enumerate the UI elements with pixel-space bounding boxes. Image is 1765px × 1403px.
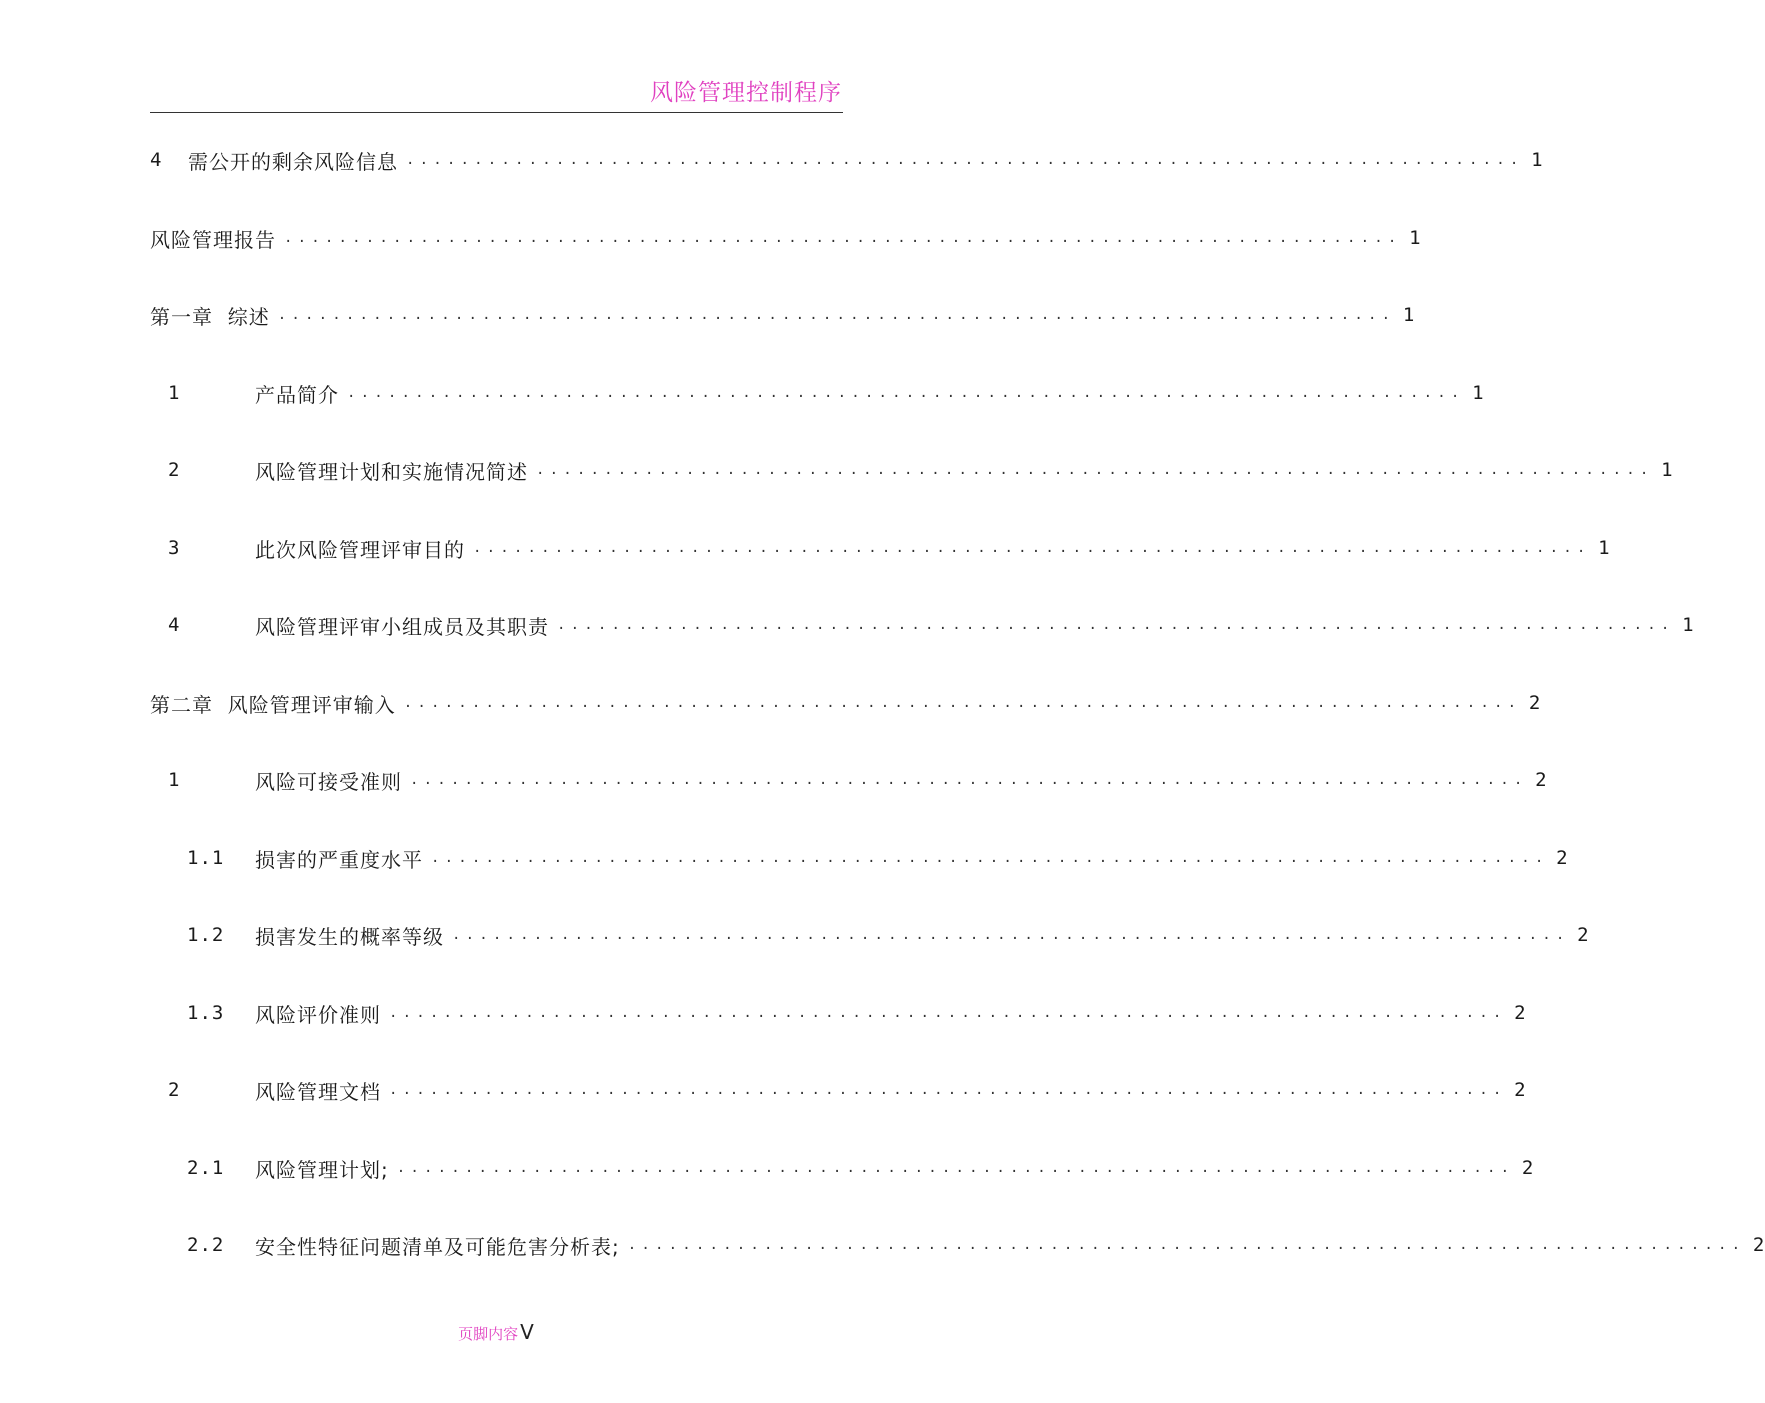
toc-dot-leader: ..................................................................................	[536, 462, 1654, 478]
toc-entry[interactable]	[150, 140, 1544, 180]
toc-dot-leader: ..................................................................................	[557, 617, 1675, 633]
toc-entry-page: 2	[1577, 924, 1590, 946]
toc-entry-page: 1	[1598, 537, 1611, 559]
toc-entry[interactable]	[150, 605, 1695, 645]
toc-entry-number: 2	[168, 459, 181, 481]
toc-entry-page: 1	[1402, 304, 1416, 326]
header-divider	[150, 112, 843, 113]
toc-entry-number: 1	[168, 382, 181, 404]
toc-entry-number: 4	[150, 149, 163, 171]
toc-entry-title: 风险管理文档	[255, 1079, 381, 1104]
toc-entry-page: 1	[1682, 614, 1695, 636]
toc-entry-number: 1	[168, 769, 181, 791]
toc-entry-title: 需公开的剩余风险信息	[188, 149, 398, 174]
toc-entry[interactable]	[150, 760, 1548, 800]
toc-entry-number: 1.1	[187, 847, 225, 869]
toc-entry-page: 1	[1472, 382, 1485, 404]
toc-entry-number: 3	[168, 537, 181, 559]
toc-entry-page: 2	[1521, 1157, 1535, 1179]
toc-entry-title: 风险管理计划和实施情况简述	[255, 459, 528, 484]
toc-entry-title: 风险管理计划;	[255, 1157, 389, 1182]
footer-page-number: V	[520, 1320, 534, 1344]
toc-dot-leader: ..................................................................................	[473, 540, 1591, 556]
toc-dot-leader: ..................................................................................	[347, 385, 1465, 401]
toc-entry-number: 2	[168, 1079, 181, 1101]
toc-entry[interactable]	[150, 373, 1485, 413]
toc-entry[interactable]	[150, 450, 1674, 490]
toc-dot-leader: ..................................................................................	[396, 1160, 1515, 1176]
footer-label: 页脚内容	[458, 1325, 519, 1343]
toc-dot-leader: ..................................................................................	[277, 307, 1396, 323]
toc-entry[interactable]	[150, 295, 1416, 335]
toc-entry-page: 2	[1752, 1234, 1765, 1256]
toc-entry[interactable]	[150, 915, 1590, 955]
toc-entry-page: 2	[1514, 1002, 1527, 1024]
toc-entry-page: 1	[1661, 459, 1674, 481]
toc-entry-title: 产品简介	[255, 382, 339, 407]
toc-entry-title: 第二章 风险管理评审输入	[150, 692, 396, 717]
toc-entry-number: 4	[168, 614, 181, 636]
toc-entry-title: 此次风险管理评审目的	[255, 537, 465, 562]
toc-entry-page: 2	[1556, 847, 1569, 869]
toc-entry[interactable]	[150, 683, 1542, 723]
toc-entry-page: 2	[1528, 692, 1542, 714]
toc-dot-leader: ..................................................................................	[406, 152, 1524, 168]
toc-entry-title: 风险管理报告	[150, 227, 276, 252]
toc-dot-leader: ..................................................................................	[452, 927, 1570, 943]
toc-entry-page: 2	[1514, 1079, 1527, 1101]
toc-entry[interactable]	[150, 528, 1611, 568]
toc-entry-number: 1.3	[187, 1002, 225, 1024]
page-footer	[0, 1320, 992, 1344]
toc-entry-number: 2.2	[187, 1234, 225, 1256]
toc-dot-leader: ..................................................................................	[431, 850, 1549, 866]
toc-entry-page: 1	[1531, 149, 1544, 171]
toc-dot-leader: ..................................................................................	[403, 695, 1522, 711]
page-header-title: 风险管理控制程序	[650, 80, 842, 106]
toc-dot-leader: ..................................................................................	[284, 230, 1402, 246]
toc-dot-leader: ..................................................................................	[389, 1082, 1507, 1098]
toc-entry[interactable]	[150, 1148, 1535, 1188]
toc-entry-number: 2.1	[187, 1157, 225, 1179]
toc-entry-number: 1.2	[187, 924, 225, 946]
toc-entry[interactable]	[150, 1225, 1765, 1265]
toc-dot-leader: ..................................................................................	[410, 772, 1528, 788]
toc-entry[interactable]	[150, 993, 1527, 1033]
toc-entry-title: 风险可接受准则	[255, 769, 402, 794]
toc-entry-page: 1	[1409, 227, 1422, 249]
toc-entry-page: 2	[1535, 769, 1548, 791]
toc-entry-title: 风险评价准则	[255, 1002, 381, 1027]
toc-entry[interactable]	[150, 1070, 1527, 1110]
toc-entry-title: 第一章 综述	[150, 304, 270, 329]
toc-dot-leader: ..................................................................................	[627, 1237, 1746, 1253]
toc-entry-title: 损害的严重度水平	[255, 847, 423, 872]
toc-entry-title: 安全性特征问题清单及可能危害分析表;	[255, 1234, 620, 1259]
toc-entry-title: 风险管理评审小组成员及其职责	[255, 614, 549, 639]
toc-entry[interactable]	[150, 838, 1569, 878]
toc-entry-title: 损害发生的概率等级	[255, 924, 444, 949]
toc-dot-leader: ..................................................................................	[389, 1005, 1507, 1021]
toc-entry[interactable]	[150, 218, 1422, 258]
